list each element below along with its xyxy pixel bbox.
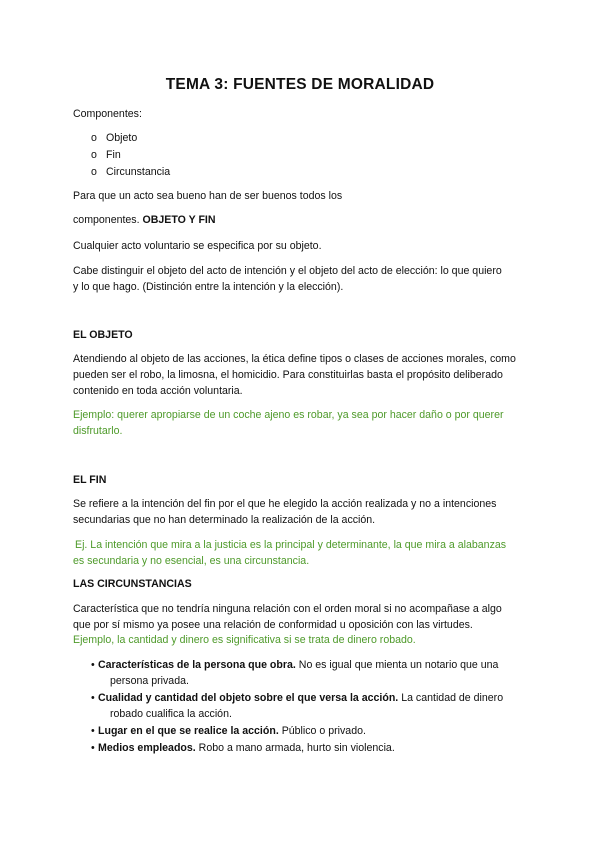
distinguish-line-2: y lo que hago. (Distinción entre la intención y la elección). — [73, 281, 344, 293]
circunstancias-body-1: Característica que no tendría ninguna relación con el orden moral si no acompañase a algo — [73, 603, 502, 615]
list-item — [91, 164, 170, 180]
bullet-text: La cantidad de dinero — [398, 692, 504, 704]
bullet-marker: • — [91, 692, 95, 704]
circunstancias-example: Ejemplo, la cantidad y dinero es significativa si se trata de dinero robado. — [73, 634, 416, 646]
components-label: Componentes: — [73, 108, 142, 120]
bullet-continuation: persona privada. — [110, 675, 189, 688]
intro-line-2-bold: OBJETO Y FIN — [142, 214, 216, 226]
page-title: TEMA 3: FUENTES DE MORALIDAD — [165, 76, 435, 93]
component-fin: Fin — [106, 149, 121, 161]
objeto-heading: EL OBJETO — [73, 329, 133, 341]
bullet-marker: • — [91, 659, 95, 671]
bullet-marker: • — [91, 725, 95, 737]
list-item — [91, 740, 536, 756]
fin-example-2: es secundaria y no esencial, es una circunstancia. — [73, 555, 310, 567]
objeto-body-3: contenido en toda acción voluntaria. — [73, 385, 243, 397]
intro-line-2-prefix: componentes. — [73, 214, 140, 226]
component-circunstancia: Circunstancia — [106, 166, 171, 178]
bullet-marker: • — [91, 742, 95, 754]
bullet-text: Robo a mano armada, hurto sin violencia. — [195, 742, 395, 754]
intro-line-1: Para que un acto sea bueno han de ser buenos todos los — [73, 190, 343, 202]
objeto-example-2: disfrutarlo. — [73, 425, 123, 437]
list-item — [91, 147, 121, 163]
fin-heading: EL FIN — [73, 474, 107, 486]
component-objeto: Objeto — [106, 132, 138, 144]
fin-body-2: secundarias que no han determinado la realización de la acción. — [73, 514, 376, 526]
list-item — [91, 657, 536, 690]
circunstancias-heading: LAS CIRCUNSTANCIAS — [73, 578, 192, 590]
voluntary-text: Cualquier acto voluntario se especifica por su objeto. — [73, 240, 322, 252]
bullet-bold: Lugar en el que se realice la acción. — [98, 725, 279, 737]
circunstancias-body-2: que por sí mismo ya posee una relación de conformidad u oposición con las virtudes. — [73, 619, 473, 631]
list-item — [91, 130, 137, 146]
list-item — [91, 690, 536, 723]
bullet-text: No es igual que mienta un notario que una — [295, 659, 499, 671]
bullet-bold: Cualidad y cantidad del objeto sobre el que versa la acción. — [98, 692, 399, 704]
fin-body-1: Se refiere a la intención del fin por el que he elegido la acción realizada y no a intenciones — [73, 498, 497, 510]
bullet-bold: Medios empleados. — [98, 742, 196, 754]
bullet-text: Público o privado. — [278, 725, 366, 737]
list-marker: o — [91, 166, 97, 178]
bullet-continuation: robado cualifica la acción. — [110, 708, 232, 721]
bullet-bold: Características de la persona que obra. — [98, 659, 296, 671]
intro-line-2 — [73, 212, 533, 229]
distinguish-line-1: Cabe distinguir el objeto del acto de intención y el objeto del acto de elección: lo que quiero — [73, 265, 502, 277]
list-item — [91, 723, 536, 739]
fin-example-1: Ej. La intención que mira a la justicia es la principal y determinante, la que mira a alabanzas — [75, 539, 507, 551]
list-marker: o — [91, 132, 97, 144]
objeto-example-1: Ejemplo: querer apropiarse de un coche ajeno es robar, ya sea por hacer daño o por querer — [73, 409, 504, 421]
list-marker: o — [91, 149, 97, 161]
objeto-body-1: Atendiendo al objeto de las acciones, la ética define tipos o clases de acciones morales, como — [73, 353, 516, 365]
objeto-body-2: pueden ser el robo, la limosna, el homicidio. Para constituirlas basta el propósito deliberado — [73, 369, 503, 381]
